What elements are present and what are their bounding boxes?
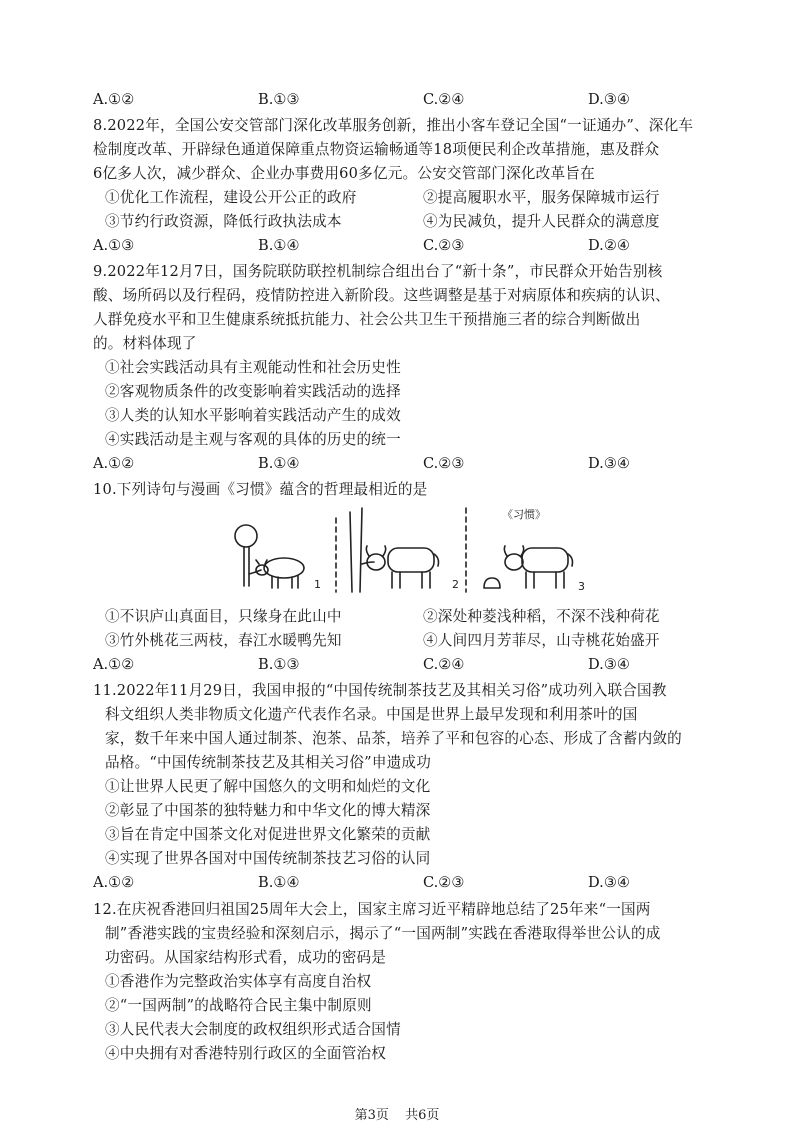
q9-stem-line: 酸、场所码以及行程码，疫情防控进入新阶段。这些调整是基于对病原体和疾病的认识、 — [93, 287, 670, 304]
q9-stem-line: 9.2022年12月7日，国务院联防联控机制综合组出台了“新十条”，市民群众开始告别核 — [93, 263, 663, 280]
q8-item-3: ③节约行政资源，降低行政执法成本 — [105, 213, 342, 230]
page-total: 共6页 — [405, 1108, 440, 1123]
q9-option-c[interactable]: C.②③ — [423, 455, 465, 472]
q11-item-2: ②彰显了中国茶的独特魅力和中华文化的博大精深 — [105, 802, 431, 819]
cartoon-panel-1 — [235, 525, 304, 588]
q9-option-d[interactable]: D.③④ — [588, 455, 630, 472]
q10-option-a[interactable]: A.①② — [93, 656, 135, 673]
q8-option-a[interactable]: A.①③ — [93, 237, 135, 254]
q11-stem-line: 品格。“中国传统制茶技艺及其相关习俗”申遗成功 — [105, 754, 431, 771]
habit-cartoon — [226, 504, 594, 596]
q7-option-c[interactable]: C.②④ — [423, 91, 465, 108]
q12-item-3: ③人民代表大会制度的政权组织形式适合国情 — [105, 1021, 401, 1038]
q10-item-4: ④人间四月芳菲尽，山寺桃花始盛开 — [423, 632, 660, 649]
q11-option-b[interactable]: B.①④ — [258, 874, 300, 891]
panel-number-1: 1 — [314, 578, 321, 591]
q8-option-d[interactable]: D.②④ — [588, 237, 630, 254]
q11-option-c[interactable]: C.②③ — [423, 874, 465, 891]
page-footer — [0, 1106, 794, 1126]
q10-item-3: ③竹外桃花三两枝，春江水暖鸭先知 — [105, 632, 342, 649]
q10-stem: 10.下列诗句与漫画《习惯》蕴含的哲理最相近的是 — [93, 481, 428, 498]
cartoon-panel-3 — [484, 546, 573, 588]
cartoon-title: 《习惯》 — [502, 508, 546, 521]
q8-option-b[interactable]: B.①④ — [258, 237, 300, 254]
q12-stem-line: 功密码。从国家结构形式看，成功的密码是 — [105, 949, 387, 966]
q11-stem-line: 科文组织人类非物质文化遗产代表作名录。中国是世界上最早发现和利用茶叶的国 — [105, 706, 638, 723]
q12-item-4: ④中央拥有对香港特别行政区的全面管治权 — [105, 1045, 387, 1062]
q10-option-d[interactable]: D.③④ — [588, 656, 630, 673]
page-number: 第3页 — [354, 1108, 389, 1123]
q12-stem-line: 12.在庆祝香港回归祖国25周年大会上，国家主席习近平精辟地总结了25年来“一国两 — [93, 901, 651, 918]
q9-item-4: ④实践活动是主观与客观的具体的历史的统一 — [105, 431, 401, 448]
q11-option-d[interactable]: D.③④ — [588, 874, 630, 891]
q8-option-c[interactable]: C.②③ — [423, 237, 465, 254]
q8-item-1: ①优化工作流程，建设公开公正的政府 — [105, 189, 357, 206]
q11-option-a[interactable]: A.①② — [93, 874, 135, 891]
q11-item-1: ①让世界人民更了解中国悠久的文明和灿烂的文化 — [105, 778, 431, 795]
q11-item-3: ③旨在肯定中国茶文化对促进世界文化繁荣的贡献 — [105, 826, 431, 843]
q12-item-2: ②“一国两制”的战略符合民主集中制原则 — [105, 997, 372, 1014]
q10-item-1: ①不识庐山真面目，只缘身在此山中 — [105, 608, 342, 625]
q7-option-a[interactable]: A.①② — [93, 91, 135, 108]
q10-option-b[interactable]: B.①③ — [258, 656, 300, 673]
q11-stem-line: 家，数千年来中国人通过制茶、泡茶、品茶，培养了平和包容的心态、形成了含蓄内敛的 — [105, 730, 682, 747]
q7-option-d[interactable]: D.③④ — [588, 91, 630, 108]
panel-number-2: 2 — [452, 578, 459, 591]
q10-option-c[interactable]: C.②④ — [423, 656, 465, 673]
q9-stem-line: 人群免疫水平和卫生健康系统抵抗能力、社会公共卫生干预措施三者的综合判断做出 — [93, 311, 641, 328]
cartoon-panel-2 — [350, 508, 439, 592]
q9-option-a[interactable]: A.①② — [93, 455, 135, 472]
q8-stem-line: 检制度改革、开辟绿色通道保障重点物资运输畅通等18项便民利企改革措施，惠及群众 — [93, 141, 660, 158]
q9-item-3: ③人类的认知水平影响着实践活动产生的成效 — [105, 407, 401, 424]
q7-option-b[interactable]: B.①③ — [258, 91, 300, 108]
q10-item-2: ②深处种菱浅种稻，不深不浅种荷花 — [423, 608, 660, 625]
q12-stem-line: 制”香港实践的宝贵经验和深刻启示，揭示了“一国两制”实践在香港取得举世公认的成 — [105, 925, 661, 942]
q9-option-b[interactable]: B.①④ — [258, 455, 300, 472]
panel-number-3: 3 — [578, 580, 585, 593]
q9-item-1: ①社会实践活动具有主观能动性和社会历史性 — [105, 359, 401, 376]
q11-item-4: ④实现了世界各国对中国传统制茶技艺习俗的认同 — [105, 850, 431, 867]
q11-stem-line: 11.2022年11月29日，我国申报的“中国传统制茶技艺及其相关习俗”成功列入联合国教 — [93, 682, 667, 699]
q8-stem-line: 6亿多人次，减少群众、企业办事费用60多亿元。公安交管部门深化改革旨在 — [93, 165, 595, 182]
q8-item-2: ②提高履职水平，服务保障城市运行 — [423, 189, 660, 206]
q9-item-2: ②客观物质条件的改变影响着实践活动的选择 — [105, 383, 401, 400]
q12-item-1: ①香港作为完整政治实体享有高度自治权 — [105, 973, 372, 990]
q8-item-4: ④为民减负，提升人民群众的满意度 — [423, 213, 660, 230]
q9-stem-line: 的。材料体现了 — [93, 335, 197, 352]
q8-stem-line: 8.2022年，全国公安交管部门深化改革服务创新，推出小客车登记全国“一证通办”、深化车 — [93, 117, 694, 134]
